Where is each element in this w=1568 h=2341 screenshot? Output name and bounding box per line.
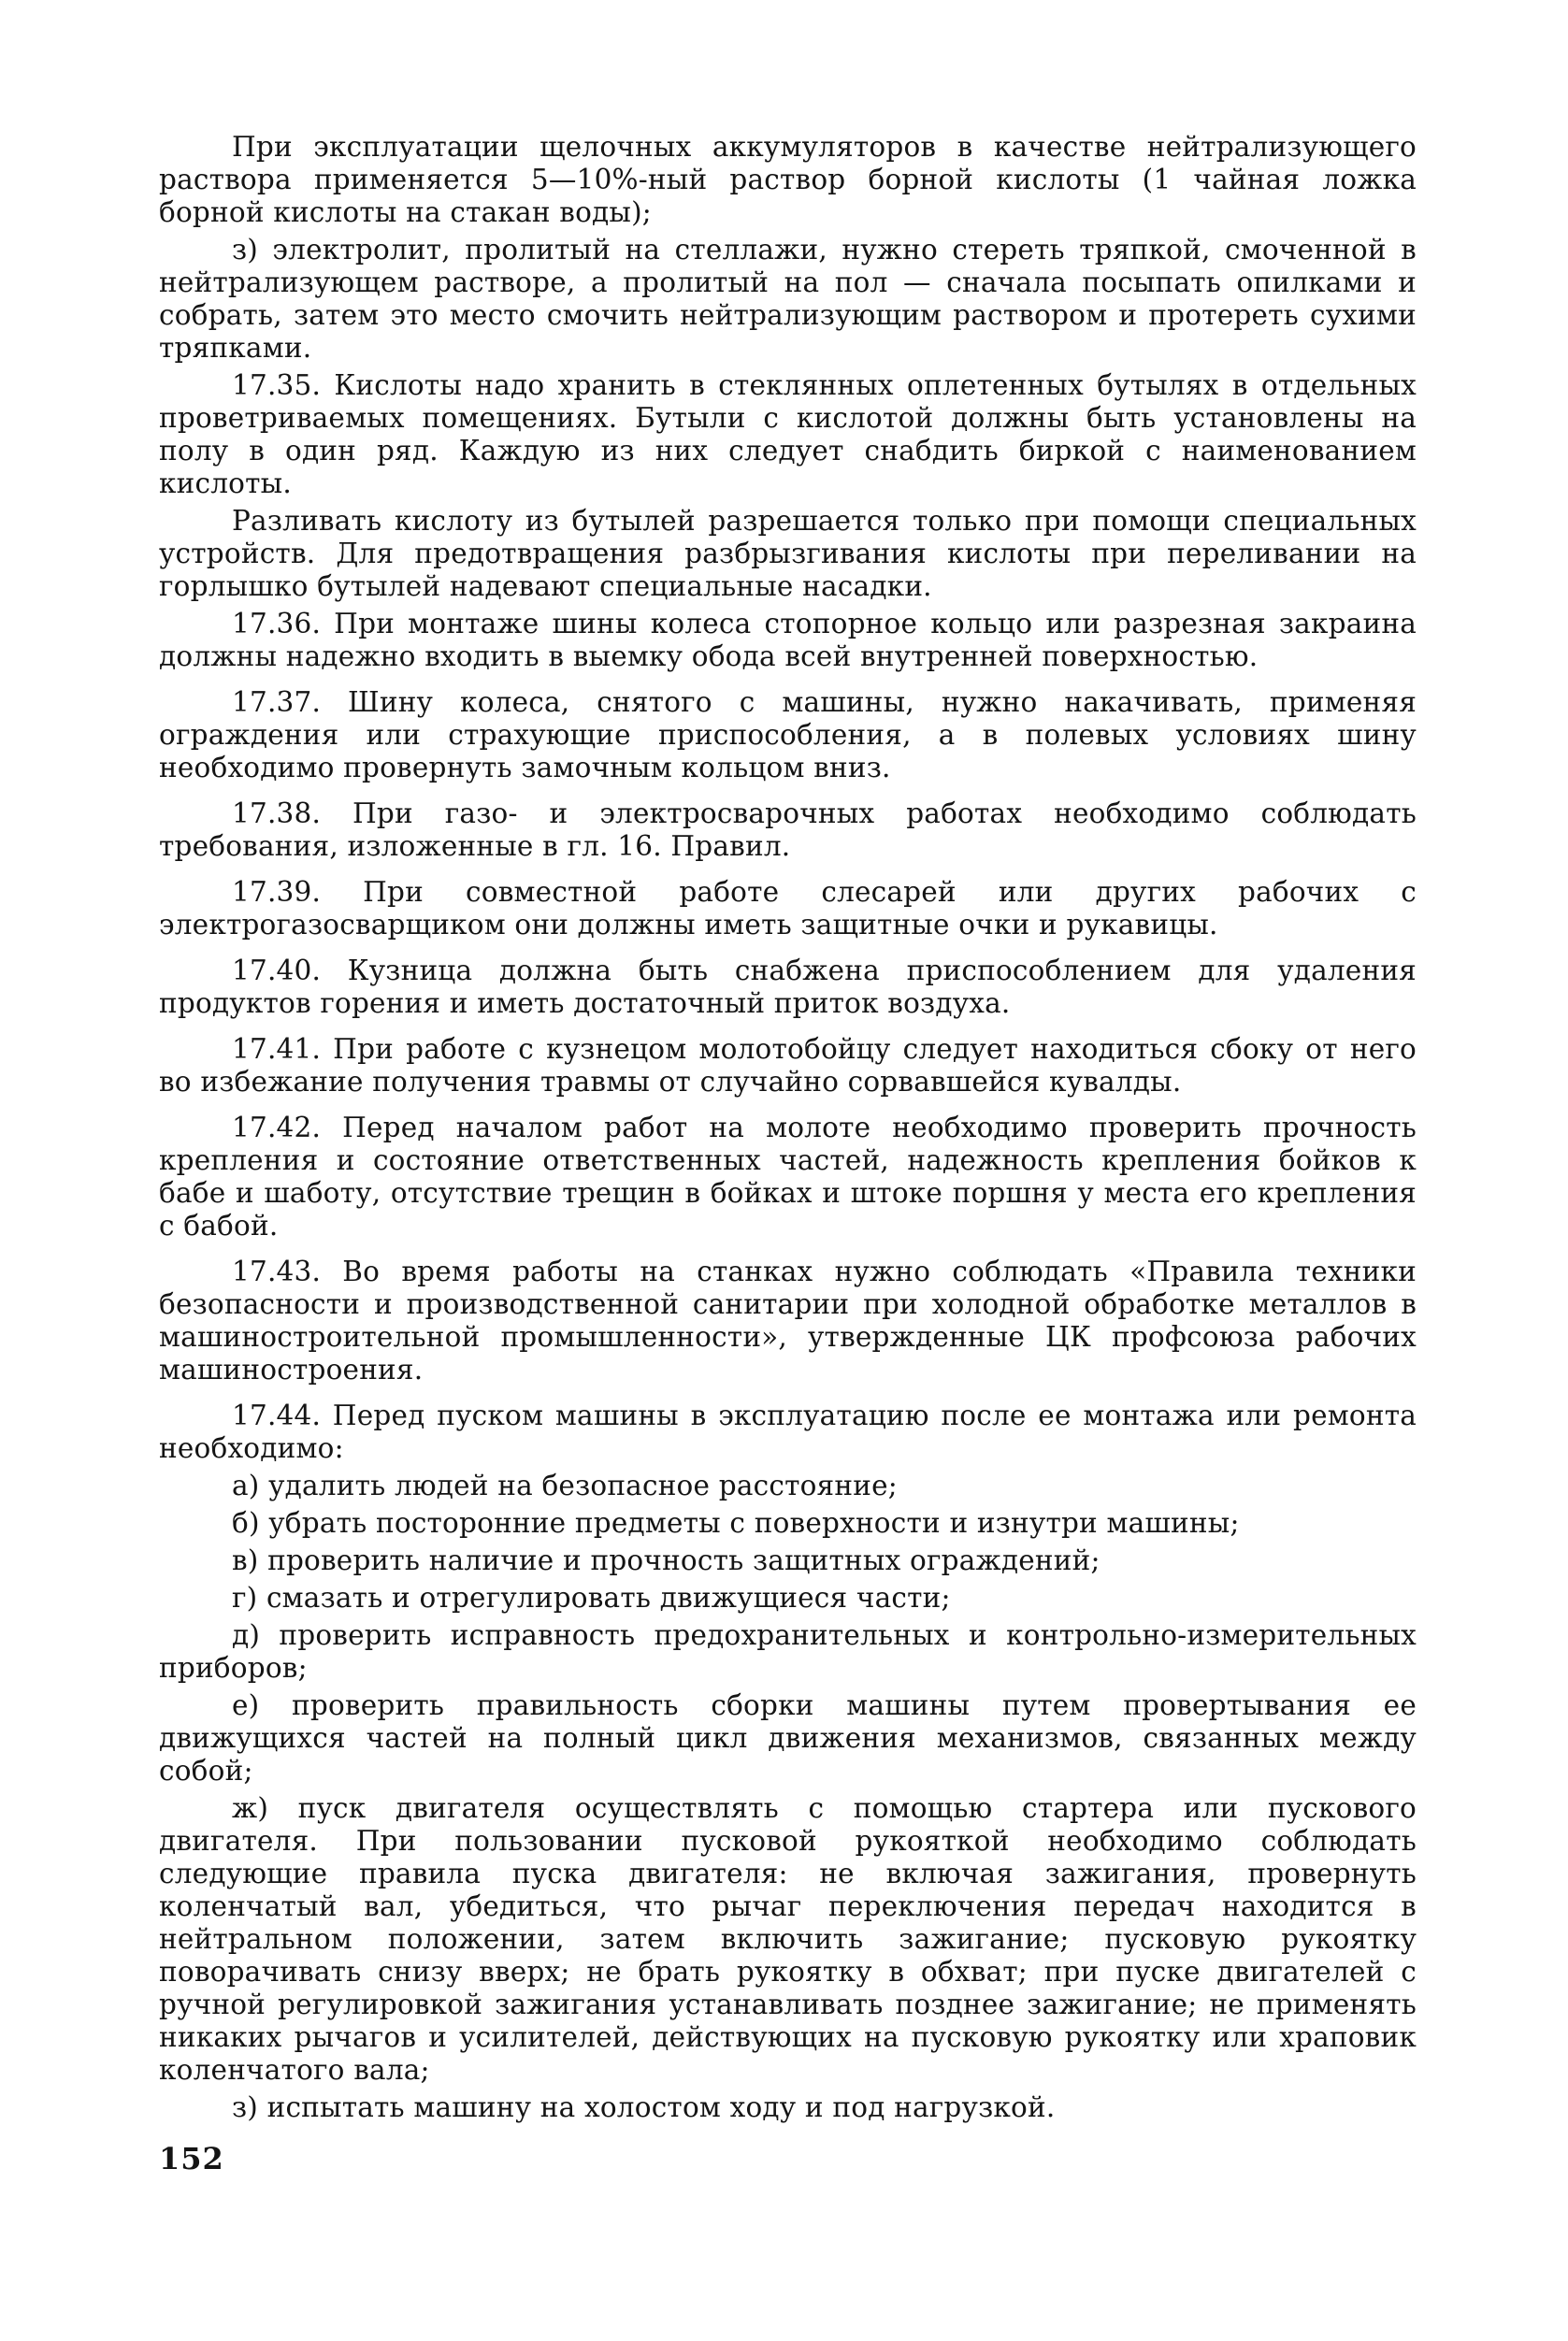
paragraph-17-40: 17.40. Кузница должна быть снабжена приспособлением для удаления продуктов горения и иметь достаточный приток воздуха. — [159, 955, 1417, 1019]
paragraph-17-36: 17.36. При монтаже шины колеса стопорное кольцо или разрезная закраина должны надежно входить в выемку обода всей внутренней поверхностью. — [159, 608, 1417, 672]
list-item-v: в) проверить наличие и прочность защитных ограждений; — [232, 1544, 1100, 1576]
paragraph-17-35: 17.35. Кислоты надо хранить в стеклянных оплетенных бутылях в отдельных проветриваемых помещениях. Бутыли с кислотой должны быть установлены на полу в один ряд. Каждую из них следует снабдить биркой с наименованием кислоты. — [159, 369, 1417, 499]
paragraph-acid-pouring: Разливать кислоту из бутылей разрешается только при помощи специальных устройств. Для предотвращения разбрызгивания кислоты при переливании на горлышко бутылей надевают специальные насадки. — [159, 505, 1417, 602]
page-number: 152 — [159, 2141, 224, 2176]
paragraph-alkaline-batteries: При эксплуатации щелочных аккумуляторов в качестве нейтрализующего раствора применяется 5—10%-ный раствор борной кислоты (1 чайная ложка борной кислоты на стакан воды); — [159, 131, 1417, 228]
paragraph-electrolyte: з) электролит, пролитый на стеллажи, нужно стереть тряпкой, смоченной в нейтрализующем растворе, а пролитый на пол — сначала посыпать опилками и собрать, затем это место смочить нейтрализующим раствором и протереть сухими тряпками. — [159, 234, 1417, 364]
paragraph-17-39: 17.39. При совместной работе слесарей или других рабочих с электрогазосварщиком они должны иметь защитные очки и рукавицы. — [159, 876, 1417, 941]
page-body — [159, 131, 1417, 2124]
paragraph-17-44: 17.44. Перед пуском машины в эксплуатацию после ее монтажа или ремонта необходимо: — [159, 1400, 1417, 1464]
paragraph-17-41: 17.41. При работе с кузнецом молотобойцу следует находиться сбоку от него во избежание получения травмы от случайно сорвавшейся кувалды. — [159, 1033, 1417, 1098]
list-item-z: з) испытать машину на холостом ходу и под нагрузкой. — [232, 2091, 1056, 2123]
paragraph-17-42: 17.42. Перед началом работ на молоте необходимо проверить прочность крепления и состояние ответственных частей, надежность крепления бойков к бабе и шаботу, отсутствие трещин в бойках и штоке поршня у места его крепления с бабой. — [159, 1112, 1417, 1242]
paragraph-17-37: 17.37. Шину колеса, снятого с машины, нужно накачивать, применяя ограждения или страхующие приспособления, а в полевых условиях шину необходимо провернуть замочным кольцом вниз. — [159, 686, 1417, 783]
list-item-e: е) проверить правильность сборки машины путем провертывания ее движущихся частей на полный цикл движения механизмов, связанных между собой; — [159, 1689, 1417, 1787]
list-item-g: г) смазать и отрегулировать движущиеся части; — [232, 1582, 951, 1614]
list-item-d: д) проверить исправность предохранительных и контрольно-измерительных приборов; — [159, 1619, 1417, 1684]
list-item-zh: ж) пуск двигателя осуществлять с помощью стартера или пускового двигателя. При пользовании пусковой рукояткой необходимо соблюдать следующие правила пуска двигателя: не включая зажигания, провернуть коленчатый вал, убедиться, что рычаг переключения передач находится в нейтральном положении, затем включить зажигание; пусковую рукоятку поворачивать снизу вверх; не брать рукоятку в обхват; при пуске двигателей с ручной регулировкой зажигания устанавливать позднее зажигание; не применять никаких рычагов и усилителей, действующих на пусковую рукоятку или храповик коленчатого вала; — [159, 1792, 1417, 2086]
paragraph-17-43: 17.43. Во время работы на станках нужно соблюдать «Правила техники безопасности и производственной санитарии при холодной обработке металлов в машиностроительной промышленности», утвержденные ЦК профсоюза рабочих машиностроения. — [159, 1256, 1417, 1386]
list-item-b: б) убрать посторонние предметы с поверхности и изнутри машины; — [232, 1507, 1240, 1539]
paragraph-17-38: 17.38. При газо- и электросварочных работах необходимо соблюдать требования, изложенные в гл. 16. Правил. — [159, 797, 1417, 862]
list-item-a: а) удалить людей на безопасное расстояние; — [232, 1470, 898, 1501]
